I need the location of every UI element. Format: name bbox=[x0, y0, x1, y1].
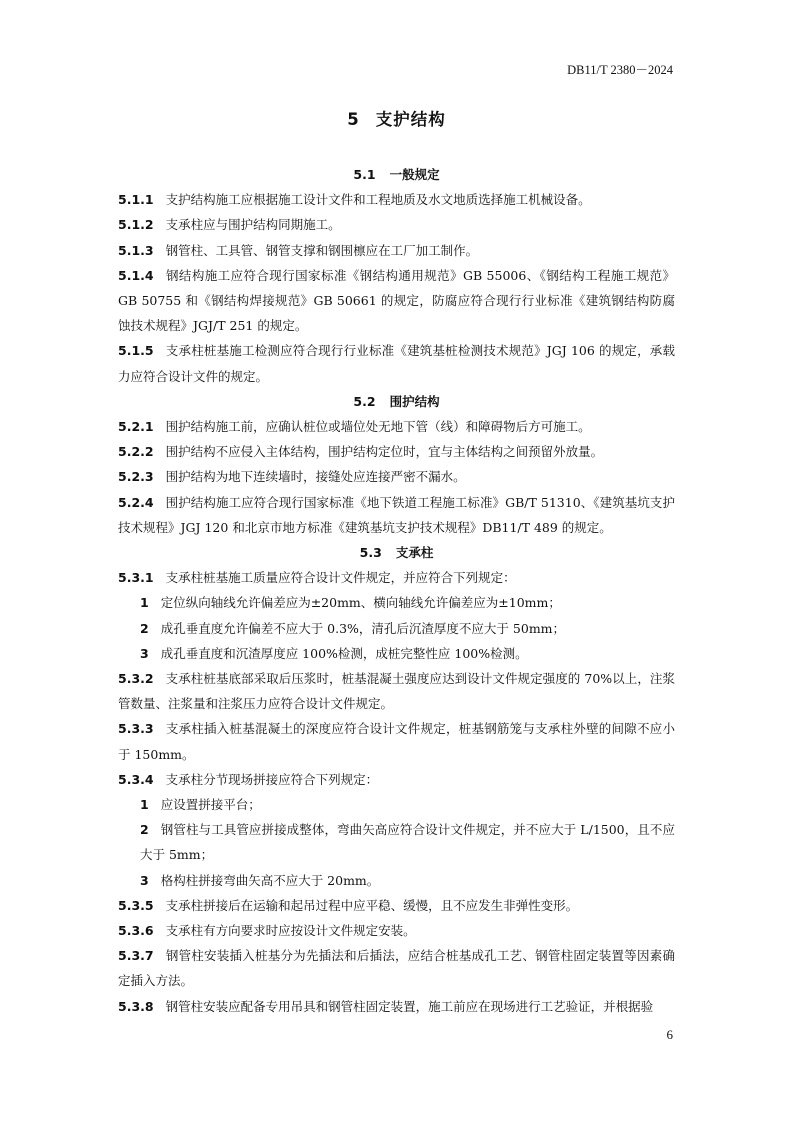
clause-text: 钢管柱安装插入桩基分为先插法和后插法，应结合桩基成孔工艺、钢管柱固定装置等因素确定插入方法。 bbox=[118, 948, 675, 989]
clause-number: 5.3.7 bbox=[118, 948, 154, 964]
item-text: 应设置拼接平台； bbox=[160, 797, 261, 813]
chapter-number: 5 bbox=[347, 110, 360, 129]
clause-number: 5.3.2 bbox=[118, 671, 154, 687]
list-item bbox=[118, 641, 675, 666]
clause bbox=[118, 994, 675, 1019]
section-title bbox=[118, 389, 675, 414]
clause-text: 围护结构为地下连续墙时，接缝处应连接严密不漏水。 bbox=[165, 469, 466, 485]
clause-text: 围护结构施工前，应确认桩位或墙位处无地下管（线）和障碍物后方可施工。 bbox=[165, 419, 591, 434]
clause-number: 5.3.3 bbox=[118, 721, 154, 737]
list-item bbox=[118, 616, 675, 641]
clause bbox=[118, 338, 675, 388]
clause bbox=[118, 414, 675, 439]
item-number: 2 bbox=[140, 620, 149, 636]
clause-number: 5.1.3 bbox=[118, 242, 154, 258]
chapter-title bbox=[0, 106, 793, 130]
clause-number: 5.1.4 bbox=[118, 267, 154, 283]
clause bbox=[118, 666, 675, 716]
clause bbox=[118, 490, 675, 540]
item-number: 1 bbox=[140, 595, 149, 611]
section-title bbox=[118, 162, 675, 187]
clause-number: 5.3.6 bbox=[118, 923, 154, 939]
clause bbox=[118, 263, 675, 339]
clause-number: 5.3.8 bbox=[118, 998, 154, 1014]
clause bbox=[118, 893, 675, 918]
clause-text: 支护结构施工应根据施工设计文件和工程地质及水文地质选择施工机械设备。 bbox=[165, 192, 591, 208]
clause-text: 围护结构施工应符合现行国家标准《地下铁道工程施工标准》GB/T 51310、《建筑基坑支护技术规程》JGJ 120 和北京市地方标准《建筑基坑支护技术规程》DB11/T 489 的规定。 bbox=[118, 494, 675, 535]
clause bbox=[118, 918, 675, 943]
item-number: 2 bbox=[140, 822, 149, 838]
clause bbox=[118, 464, 675, 489]
section-title bbox=[118, 540, 675, 565]
section-name: 围护结构 bbox=[389, 393, 440, 409]
list-item bbox=[118, 868, 675, 893]
item-text: 成孔垂直度和沉渣厚度应 100%检测，成桩完整性应 100%检测。 bbox=[160, 645, 528, 661]
clause-number: 5.3.5 bbox=[118, 897, 154, 913]
clause-text: 支承柱插入桩基混凝土的深度应符合设计文件规定，桩基钢筋笼与支承柱外壁的间隙不应小于 150mm。 bbox=[118, 721, 675, 762]
list-item bbox=[118, 792, 675, 817]
clause-number: 5.3.1 bbox=[118, 570, 154, 586]
clause-text: 支承柱应与围护结构同期施工。 bbox=[165, 217, 341, 233]
page-number: 6 bbox=[666, 1027, 673, 1042]
item-number: 3 bbox=[140, 645, 149, 661]
clause-text: 钢结构施工应符合现行国家标准《钢结构通用规范》GB 55006、《钢结构工程施工规范》GB 50755 和《钢结构焊接规范》GB 50661 的规定，防腐应符合现行行业标准《建筑钢结构防腐蚀技术规程》JGJ/T 251 的规定。 bbox=[118, 267, 675, 334]
clause bbox=[118, 439, 675, 464]
item-number: 1 bbox=[140, 797, 149, 813]
list-item bbox=[118, 590, 675, 615]
section-number: 5.1 bbox=[353, 167, 376, 182]
clause-text: 围护结构不应侵入主体结构，围护结构定位时，宜与主体结构之间预留外放量。 bbox=[165, 444, 604, 460]
clause-number: 5.2.1 bbox=[118, 419, 154, 434]
clause bbox=[118, 943, 675, 993]
section-name: 一般规定 bbox=[389, 167, 440, 182]
clause-text: 支承柱拼接后在运输和起吊过程中应平稳、缓慢，且不应发生非弹性变形。 bbox=[165, 897, 579, 913]
document-body bbox=[118, 162, 675, 1019]
clause-text: 钢管柱安装应配备专用吊具和钢管柱固定装置，施工前应在现场进行工艺验证，并根据验 bbox=[165, 998, 654, 1014]
clause-text: 支承柱桩基施工质量应符合设计文件规定，并应符合下列规定： bbox=[165, 570, 516, 586]
clause-number: 5.1.5 bbox=[118, 343, 154, 359]
item-text: 定位纵向轴线允许偏差应为±20mm、横向轴线允许偏差应为±10mm； bbox=[160, 595, 561, 611]
section-name: 支承柱 bbox=[395, 545, 434, 561]
clause-number: 5.2.4 bbox=[118, 494, 154, 510]
chapter-name: 支护结构 bbox=[375, 110, 446, 129]
list-item bbox=[118, 817, 675, 867]
item-number: 3 bbox=[140, 872, 149, 888]
clause-number: 5.1.1 bbox=[118, 192, 154, 208]
clause-number: 5.2.3 bbox=[118, 469, 154, 485]
clause bbox=[118, 238, 675, 263]
clause-text: 支承柱有方向要求时应按设计文件规定安装。 bbox=[165, 923, 416, 939]
clause-text: 支承柱桩基底部采取后压浆时，桩基混凝土强度应达到设计文件规定强度的 70%以上，注浆管数量、注浆量和注浆压力应符合设计文件规定。 bbox=[118, 671, 675, 712]
item-text: 格构柱拼接弯曲矢高不应大于 20mm。 bbox=[160, 872, 380, 888]
clause bbox=[118, 767, 675, 792]
clause bbox=[118, 212, 675, 237]
clause-text: 支承柱桩基施工检测应符合现行行业标准《建筑基桩检测技术规范》JGJ 106 的规定，承载力应符合设计文件的规定。 bbox=[118, 343, 675, 384]
clause-number: 5.2.2 bbox=[118, 444, 154, 460]
section-number: 5.2 bbox=[353, 393, 376, 409]
clause-text: 支承柱分节现场拼接应符合下列规定： bbox=[165, 771, 379, 787]
clause bbox=[118, 565, 675, 590]
section-number: 5.3 bbox=[359, 545, 382, 561]
clause-text: 钢管柱、工具管、钢管支撑和钢围檩应在工厂加工制作。 bbox=[165, 242, 479, 258]
standard-code: DB11/T 2380－2024 bbox=[567, 63, 673, 77]
clause-number: 5.3.4 bbox=[118, 771, 154, 787]
item-text: 成孔垂直度允许偏差不应大于 0.3%，清孔后沉渣厚度不应大于 50mm； bbox=[160, 620, 566, 636]
item-text: 钢管柱与工具管应拼接成整体，弯曲矢高应符合设计文件规定，并不应大于 L/1500，且不应大于 5mm； bbox=[140, 822, 675, 863]
clause bbox=[118, 716, 675, 766]
clause bbox=[118, 187, 675, 212]
clause-number: 5.1.2 bbox=[118, 217, 154, 233]
